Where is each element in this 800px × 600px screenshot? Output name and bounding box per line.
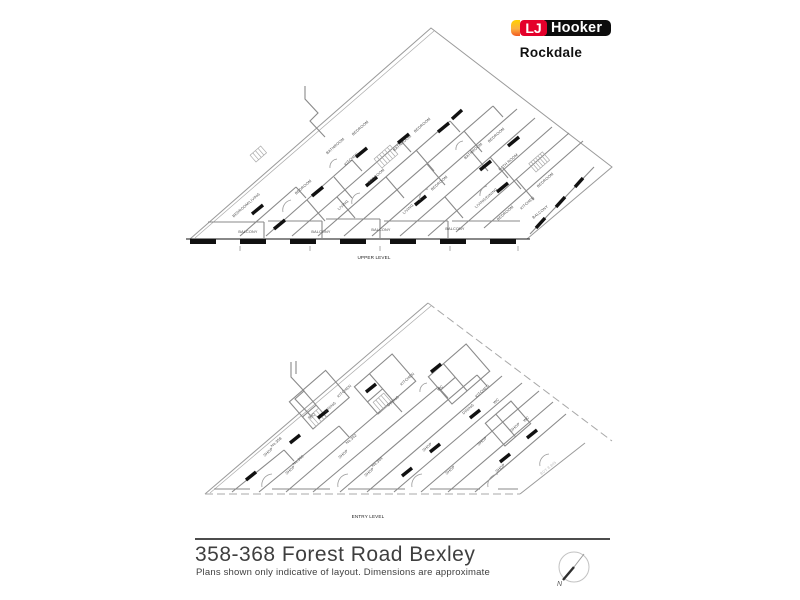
room-label: SHOP xyxy=(421,442,433,453)
room-label: BEDROOM xyxy=(430,174,449,192)
room-label: DINING xyxy=(386,395,401,408)
room-label: WC xyxy=(308,412,317,420)
room-label: SHOP xyxy=(284,465,296,476)
room-label: BATHROOM xyxy=(463,142,484,161)
room-label: KITCHEN xyxy=(343,151,360,167)
balcony-rear-line xyxy=(208,219,520,222)
room-label: ENTRY LEVEL xyxy=(351,514,385,519)
nw-boundary-inner xyxy=(195,31,434,238)
room-label: BEDROOM xyxy=(536,171,555,189)
rear-steps xyxy=(284,375,487,461)
room-label: KITCHEN xyxy=(519,195,536,211)
room-label: BEDROOM xyxy=(496,204,515,222)
property-address: 358-368 Forest Road Bexley xyxy=(195,543,476,566)
room-label: DINING xyxy=(323,401,338,414)
room-label: WC xyxy=(436,384,445,392)
room-label: No.360 xyxy=(292,454,305,467)
balcony-dividers xyxy=(264,219,448,238)
logo-hooker-box: Hooker xyxy=(544,20,611,36)
room-label: SHOP xyxy=(476,436,488,447)
stair-hatch xyxy=(529,152,550,172)
footer-rule xyxy=(195,538,610,540)
office-name: Rockdale xyxy=(519,45,583,60)
room-label: BALCONY xyxy=(311,230,331,234)
room-label: KITCHEN xyxy=(474,383,491,399)
room-label: BEDROOM xyxy=(367,167,386,185)
compass xyxy=(548,542,600,594)
pod-kitchen-dining xyxy=(289,370,349,429)
room-label: LIVING/DINING xyxy=(474,187,499,210)
room-label: SHOP xyxy=(494,463,506,474)
room-label: KITCHEN xyxy=(399,371,416,387)
room-label: LIVING xyxy=(401,203,415,216)
room-label: BDY 8.805 xyxy=(539,460,558,476)
room-label: SHOP xyxy=(509,422,521,433)
room-label: WC xyxy=(522,415,531,423)
room-label: KITCHEN xyxy=(336,383,353,399)
room-label: BALCONY xyxy=(371,228,391,232)
room-label: BEDROOM xyxy=(351,119,370,137)
compass-needle-tail xyxy=(574,554,584,567)
stair-hatch xyxy=(250,146,266,162)
room-label: BALCONY xyxy=(238,230,258,234)
room-label: BATH ROOM xyxy=(497,152,519,172)
room-label: BEDROOM/LIVING xyxy=(231,192,261,219)
room-label: BALCONY xyxy=(445,227,465,231)
corner-cut xyxy=(520,443,585,494)
door-swings xyxy=(283,141,487,212)
room-label: SHOP xyxy=(262,447,274,458)
logo-lj-box: LJ xyxy=(520,20,547,36)
compass-north-label: N xyxy=(557,581,563,588)
room-label: No.364 xyxy=(371,456,384,469)
room-label: BEDROOM xyxy=(413,116,432,134)
dimension-ticks xyxy=(240,246,518,251)
compass-needle xyxy=(563,567,574,580)
room-label: SHOP xyxy=(337,449,349,460)
room-label: LIVING xyxy=(336,199,350,212)
room-label: BEDROOM xyxy=(294,178,313,196)
room-label: UPPER LEVEL xyxy=(357,255,391,260)
room-label: No.358 xyxy=(270,436,283,449)
upper-level-plan xyxy=(178,14,628,270)
room-label: WC xyxy=(492,397,501,405)
room-label: BALCONY xyxy=(531,204,550,220)
room-label: BATHROOM xyxy=(392,134,413,153)
room-label: BEDROOM xyxy=(487,126,506,144)
room-label: SHOP xyxy=(363,467,375,478)
room-label: SHOP xyxy=(444,465,456,476)
entry-level-plan xyxy=(195,295,620,535)
room-label: DINING xyxy=(461,403,476,416)
party-walls xyxy=(232,375,566,492)
room-label: BATHROOM xyxy=(325,137,346,156)
room-label: No.362 xyxy=(345,433,358,446)
ne-boundary-dashed xyxy=(428,303,612,441)
disclaimer: Plans shown only indicative of layout. Dimensions are approximate xyxy=(196,567,490,578)
